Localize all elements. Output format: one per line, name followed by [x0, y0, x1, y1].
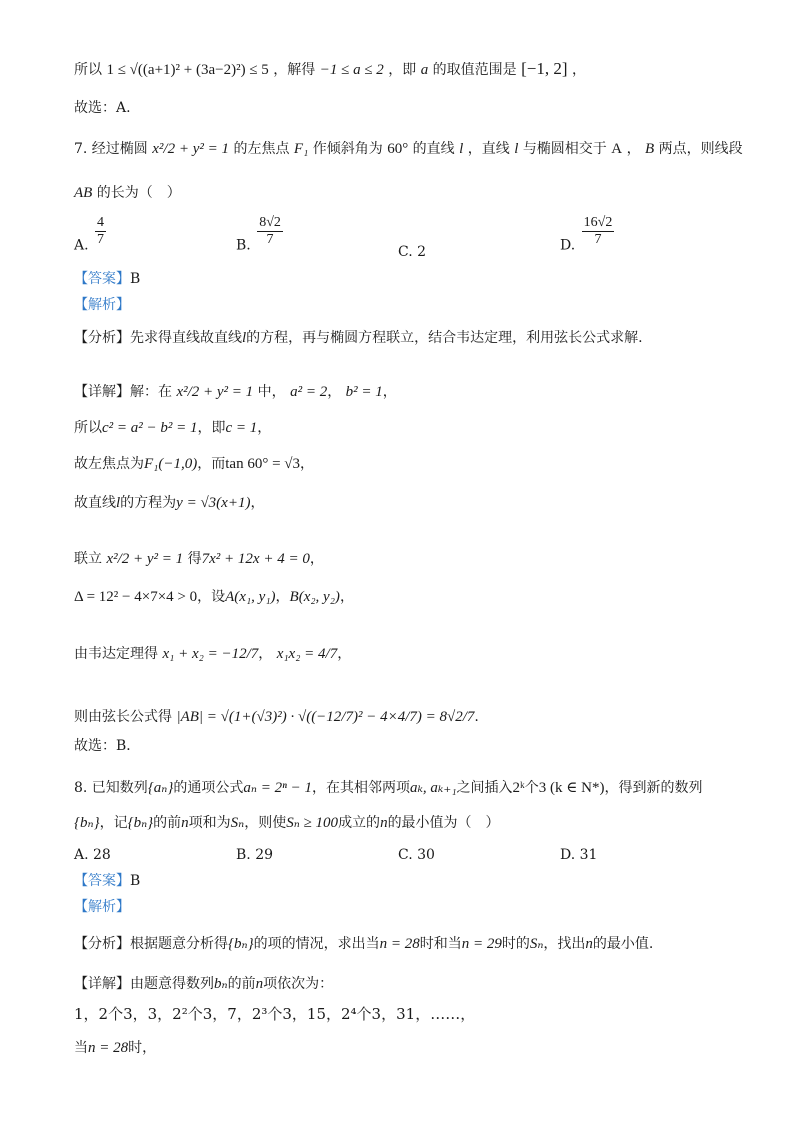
math-angle: 60° — [387, 141, 409, 157]
text: ， — [300, 456, 315, 472]
option-label: A. — [74, 237, 89, 254]
math-var: n — [380, 815, 388, 831]
detail-line-1 — [74, 383, 397, 401]
math-fraction — [95, 215, 106, 248]
math-n-29: n = 29 — [461, 936, 502, 952]
math-n-28: n = 28 — [88, 1040, 129, 1056]
text: ， — [309, 551, 324, 567]
math-count: 2ᵏ — [512, 780, 525, 796]
math-sqrt-inequality: 1 ≤ √((a+1)² + (3a−2)²) ≤ 5 — [106, 62, 269, 78]
option-a[interactable]: A. 28 — [74, 847, 111, 863]
question-7-line2 — [74, 184, 181, 202]
text: 作倾斜角为 — [312, 141, 383, 157]
math-b-squared: b² = 1 — [345, 384, 383, 400]
math-var: n — [255, 976, 264, 992]
option-label: D. — [560, 237, 576, 254]
text: 故左焦点为 — [74, 456, 144, 472]
text: 时和当 — [419, 936, 462, 952]
math-formula: aₙ = 2ⁿ − 1 — [243, 780, 312, 796]
math-line: l — [514, 141, 519, 157]
text: ， — [250, 495, 265, 511]
text: 中， — [257, 384, 286, 400]
detail-line-5 — [74, 550, 324, 568]
math-segment: AB — [74, 185, 93, 201]
math-focus-point: F₁(−1,0) — [144, 456, 198, 472]
text: 的项的情况，求出当 — [253, 936, 380, 952]
analysis-label: 【分析】 — [74, 936, 130, 952]
text: 的方程，再与椭圆方程联立，结合韦达定理，利用弦长公式求解. — [246, 330, 643, 346]
math-fraction — [257, 215, 283, 248]
text: ，在其相邻两项 — [311, 780, 410, 796]
math-range: [−1, 2] — [521, 59, 568, 78]
math-sequence-b: {bₙ} — [127, 815, 154, 831]
text: ， — [257, 420, 272, 436]
option-b[interactable]: B. 29 — [236, 847, 274, 863]
math-point-b: B — [645, 141, 655, 157]
math-sum: Sₙ — [529, 936, 544, 952]
math-sum: Sₙ — [230, 815, 245, 831]
detail-line-11 — [74, 1039, 156, 1057]
math-sequence-a: {aₙ} — [147, 780, 174, 796]
denominator: 7 — [266, 232, 274, 247]
text: 的最小值. — [592, 936, 654, 952]
math-sequence-term: bₙ — [214, 976, 228, 992]
text: ， — [337, 646, 352, 662]
answer-line — [74, 872, 140, 890]
math-sequence-b: {bₙ} — [74, 815, 100, 831]
text: ，找出 — [543, 936, 586, 952]
detail-line-6 — [74, 588, 354, 606]
text: ，记 — [99, 815, 128, 831]
math-var: a — [420, 62, 429, 78]
text: ，则使 — [244, 815, 287, 831]
text: ，而 — [197, 456, 226, 472]
answer-select-a: 故选：A. — [74, 100, 131, 116]
text: ， — [339, 589, 354, 605]
math-var: n — [181, 815, 189, 831]
text: ， — [258, 646, 273, 662]
text: 的左焦点 — [233, 141, 290, 157]
text: 的前 — [227, 976, 256, 992]
text: 得 — [187, 551, 202, 567]
math-focus: F₁ — [293, 141, 309, 157]
text: ，直线 — [467, 141, 510, 157]
math-point-a: A(x₁, y₁) — [225, 589, 276, 605]
detail-line-2 — [74, 419, 271, 437]
text: 的最小值为（ ） — [387, 815, 500, 831]
math-inequality: −1 ≤ a ≤ 2 — [319, 62, 384, 78]
option-d[interactable] — [560, 215, 616, 259]
text: ， — [572, 62, 586, 78]
text: 由韦达定理得 — [74, 646, 158, 662]
math-sequence-b: {bₙ} — [228, 936, 254, 952]
question-7-line1 — [74, 140, 743, 158]
detail-line-4 — [74, 494, 264, 512]
line-range-result — [74, 60, 586, 79]
text: 先求得直线故直线 — [130, 330, 242, 346]
numerator: 4 — [97, 215, 105, 230]
math-vieta-sum: x₁ + x₂ = −12/7 — [162, 646, 259, 662]
text: 成立的 — [338, 815, 381, 831]
text: 之间插入 — [456, 780, 513, 796]
text: 与椭圆相交于 — [522, 141, 607, 157]
text: 的长为（ ） — [96, 185, 181, 201]
numerator: 8√2 — [259, 215, 281, 230]
math-point-a: A — [611, 141, 623, 157]
detail-line-8 — [74, 708, 479, 726]
answer-value: B — [130, 271, 141, 287]
math-point-b: B(x₂, y₂) — [289, 589, 340, 605]
math-c-value: c = 1 — [225, 420, 258, 436]
detail-label: 【详解】 — [74, 976, 130, 992]
question-number: 8. 已知数列 — [74, 780, 148, 796]
text: 时， — [128, 1040, 157, 1056]
option-label: B. — [236, 237, 251, 254]
answer-line — [74, 270, 140, 288]
text: 的通项公式 — [173, 780, 244, 796]
math-ellipse-equation: x²/2 + y² = 1 — [176, 384, 254, 400]
math-a-squared: a² = 2 — [290, 384, 328, 400]
analysis-tag: 【解析】 — [74, 899, 130, 915]
text: 个 — [524, 780, 539, 796]
detail-line-3 — [74, 455, 314, 473]
math-line: l — [459, 141, 464, 157]
text: 的前 — [153, 815, 182, 831]
denominator: 7 — [97, 232, 105, 247]
math-terms: aₖ, aₖ₊₁ — [409, 780, 457, 796]
text: 解：在 — [130, 384, 172, 400]
analysis-tag: 【解析】 — [74, 297, 130, 313]
analysis-summary — [74, 935, 653, 953]
math-value: 3 (k ∈ N*) — [538, 780, 605, 796]
text: ， — [327, 384, 342, 400]
math-tangent: tan 60° = √3 — [225, 456, 301, 472]
option-c[interactable]: C. 2 — [398, 244, 427, 260]
detail-line-9 — [74, 975, 333, 993]
question-8-line1 — [74, 779, 702, 797]
numerator: 16√2 — [583, 215, 613, 230]
text: ，即 — [197, 420, 226, 436]
question-number: 7. 经过椭圆 — [74, 141, 148, 157]
math-vieta-product: x₁x₂ = 4/7 — [276, 646, 338, 662]
math-line: l — [116, 495, 121, 511]
detail-line-7 — [74, 645, 351, 663]
math-c-squared: c² = a² − b² = 1 — [102, 420, 198, 436]
math-discriminant: Δ = 12² − 4×7×4 > 0 — [74, 589, 198, 605]
text: 的方程为 — [120, 495, 177, 511]
math-n-28: n = 28 — [379, 936, 420, 952]
text: ， — [382, 384, 397, 400]
denominator: 7 — [594, 232, 602, 247]
text: 当 — [74, 1040, 88, 1056]
answer-tag: 【答案】 — [74, 873, 130, 889]
text: 联立 — [74, 551, 102, 567]
text: 所以 — [74, 420, 102, 436]
math-var: n — [585, 936, 593, 952]
math-line: l — [242, 330, 247, 346]
math-fraction — [582, 215, 615, 248]
text: 的直线 — [412, 141, 455, 157]
text: 时的 — [501, 936, 530, 952]
analysis-label: 【分析】 — [74, 330, 130, 346]
option-c[interactable]: C. 30 — [398, 847, 435, 863]
text: 的取值范围是 — [432, 62, 517, 78]
question-8-line2 — [74, 814, 500, 832]
text: 则由弦长公式得 — [74, 709, 172, 725]
answer-value: B — [130, 873, 141, 889]
analysis-summary — [74, 329, 643, 347]
text: ，即 — [388, 62, 417, 78]
text: 两点，则线段 — [658, 141, 743, 157]
text: 故直线 — [74, 495, 116, 511]
sequence-terms: 1，2个3，3，2²个3，7，2³个3，15，2⁴个3，31，……， — [74, 1005, 476, 1023]
math-line-equation: y = √3(x+1) — [176, 495, 251, 511]
text: 项和为 — [188, 815, 231, 831]
answer-select-b: 故选：B． — [74, 738, 141, 754]
text: ，得到新的数列 — [604, 780, 703, 796]
math-condition: Sₙ ≥ 100 — [286, 815, 339, 831]
text: ，解得 — [273, 62, 316, 78]
text: . — [474, 709, 479, 725]
option-b[interactable] — [236, 215, 285, 259]
text: ，设 — [197, 589, 226, 605]
text: 所以 — [74, 62, 102, 78]
text: 根据题意分析得 — [130, 936, 228, 952]
option-a[interactable] — [74, 215, 108, 259]
math-ellipse-equation: x²/2 + y² = 1 — [152, 141, 229, 157]
math-quadratic: 7x² + 12x + 4 = 0 — [201, 551, 310, 567]
option-d[interactable]: D. 31 — [560, 847, 598, 863]
detail-label: 【详解】 — [74, 384, 130, 400]
text: 项依次为： — [263, 976, 334, 992]
math-ellipse-equation: x²/2 + y² = 1 — [106, 551, 184, 567]
text: 由题意得数列 — [130, 976, 214, 992]
math-chord-length: |AB| = √(1+(√3)²) · √((−12/7)² − 4×4/7) = 8√2/7 — [176, 709, 475, 725]
text: ， — [275, 589, 290, 605]
answer-tag: 【答案】 — [74, 271, 130, 287]
text: ， — [626, 141, 641, 157]
